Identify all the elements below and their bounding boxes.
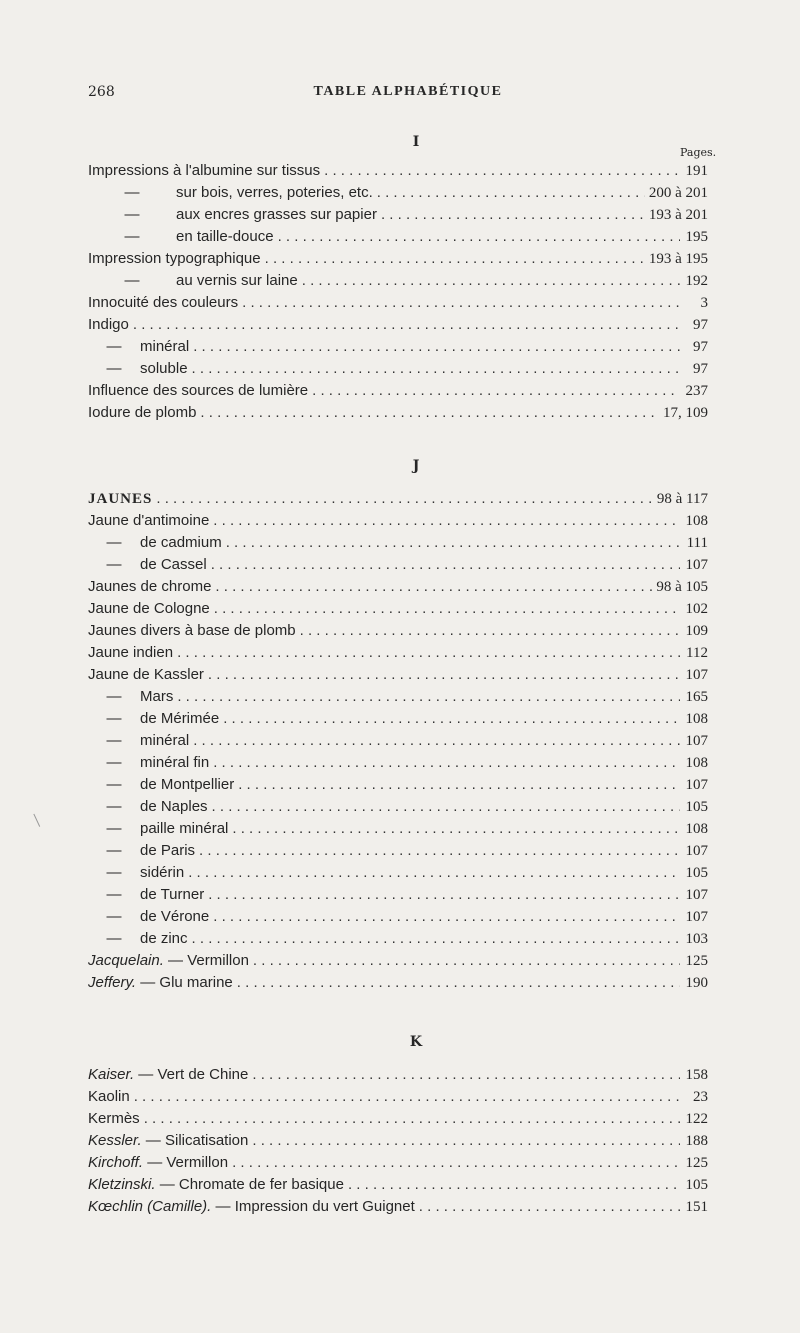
- page-reference: 111: [686, 535, 708, 551]
- index-entry: [88, 886, 708, 908]
- index-entry: [88, 578, 708, 600]
- dot-leader: [213, 908, 680, 925]
- index-entry: [88, 666, 708, 688]
- index-entry: [88, 820, 708, 842]
- dot-leader: [381, 206, 645, 223]
- entry-label: [88, 360, 188, 377]
- dot-leader: [212, 798, 680, 815]
- entry-label: [88, 512, 209, 529]
- entry-dash: —: [106, 930, 122, 947]
- index-entry: [88, 250, 708, 272]
- page-reference: 200 à 201: [648, 185, 708, 201]
- page-reference: 107: [685, 843, 708, 859]
- entry-label: [88, 382, 308, 399]
- dot-leader: [348, 1176, 680, 1193]
- entry-label: [88, 820, 228, 837]
- index-entry: [88, 732, 708, 754]
- entry-text: de zinc: [140, 930, 188, 947]
- entry-label: [88, 666, 204, 683]
- page-reference: 97: [693, 339, 708, 355]
- entry-text: Impression typographique: [88, 250, 261, 267]
- entry-dash: —: [124, 206, 140, 223]
- entry-label: [88, 1110, 140, 1127]
- entry-label: [88, 886, 204, 903]
- dot-leader: [214, 600, 680, 617]
- entry-label: [88, 864, 184, 881]
- index-entry: [88, 360, 708, 382]
- page-reference: 165: [685, 689, 708, 705]
- entry-label: [88, 1066, 248, 1083]
- page-reference: 105: [685, 865, 708, 881]
- page-reference: 98 à 117: [656, 491, 708, 507]
- entry-label: [88, 316, 129, 333]
- entry-label: [88, 294, 238, 311]
- dot-leader: [134, 1088, 680, 1105]
- entry-text: Jaune de Cologne: [88, 600, 210, 617]
- entry-label: [88, 1154, 228, 1171]
- entry-author: Kessler.: [88, 1132, 142, 1149]
- index-entry: [88, 556, 708, 578]
- dot-leader: [177, 644, 680, 661]
- entry-dash: —: [106, 732, 122, 749]
- dot-leader: [324, 162, 680, 179]
- dot-leader: [199, 842, 680, 859]
- page-reference: 108: [685, 513, 708, 529]
- pages-column-label: Pages.: [680, 146, 717, 159]
- index-entry: [88, 864, 708, 886]
- entry-dash: —: [106, 688, 122, 705]
- entry-text: Kaolin: [88, 1088, 130, 1105]
- entry-dash: —: [124, 228, 140, 245]
- index-entry: [88, 1066, 708, 1088]
- page-reference: 109: [685, 623, 708, 639]
- index-entry: [88, 644, 708, 666]
- page-reference: 108: [685, 755, 708, 771]
- entry-label: [88, 798, 208, 815]
- dot-leader: [144, 1110, 680, 1127]
- entry-dash: —: [106, 886, 122, 903]
- index-entry: [88, 776, 708, 798]
- page-header: [88, 84, 728, 104]
- entry-dash: —: [106, 798, 122, 815]
- entry-text: paille minéral: [140, 820, 229, 837]
- dot-leader: [188, 864, 680, 881]
- entry-dash: —: [106, 776, 122, 793]
- page-reference: 105: [685, 1177, 708, 1193]
- dot-leader: [302, 272, 680, 289]
- entry-label: [88, 754, 209, 771]
- entry-text: — Vert de Chine: [134, 1066, 249, 1083]
- entry-label: [88, 162, 320, 179]
- index-entry: [88, 534, 708, 556]
- dot-leader: [238, 776, 680, 793]
- dot-leader: [232, 820, 680, 837]
- entry-author: Jeffery.: [88, 974, 137, 991]
- dot-leader: [213, 754, 680, 771]
- page-reference: 102: [685, 601, 708, 617]
- entry-label: [88, 644, 173, 661]
- entry-text: de Montpellier: [140, 776, 235, 793]
- entry-text: soluble: [140, 360, 188, 377]
- entry-label: [88, 930, 188, 947]
- section-letter-j: J: [412, 458, 420, 474]
- entry-text: sidérin: [140, 864, 185, 881]
- entry-text: de Naples: [140, 798, 208, 815]
- section-letter-i: I: [412, 134, 420, 150]
- dot-leader: [419, 1198, 680, 1215]
- entry-label: [88, 1198, 415, 1215]
- index-entry: [88, 1088, 708, 1110]
- entry-author: Kirchoff.: [88, 1154, 144, 1171]
- index-entry: [88, 798, 708, 820]
- index-entry: [88, 490, 708, 512]
- dot-leader: [133, 316, 680, 333]
- entry-text: de Vérone: [140, 908, 210, 925]
- entry-text: minéral: [140, 338, 190, 355]
- index-entry: [88, 228, 708, 250]
- dot-leader: [211, 556, 680, 573]
- index-entry: [88, 206, 708, 228]
- page-reference: 107: [685, 733, 708, 749]
- entry-label: [88, 534, 222, 551]
- entry-text: de Cassel: [140, 556, 207, 573]
- entry-label: [88, 578, 211, 595]
- entry-text: Innocuité des couleurs: [88, 294, 239, 311]
- page-reference: 151: [685, 1199, 708, 1215]
- dot-leader: [223, 710, 680, 727]
- page-reference: 158: [685, 1067, 708, 1083]
- dot-leader: [252, 1066, 680, 1083]
- index-entry: [88, 930, 708, 952]
- entry-text: de Turner: [140, 886, 205, 903]
- dot-leader: [208, 666, 680, 683]
- entry-label: [88, 491, 152, 508]
- section-letter-k: K: [409, 1034, 423, 1050]
- entry-text: Iodure de plomb: [88, 404, 197, 421]
- entry-text: — Glu marine: [136, 974, 233, 991]
- dot-leader: [226, 534, 680, 551]
- entry-label: [88, 228, 274, 245]
- entry-label: [88, 272, 298, 289]
- dot-leader: [300, 622, 680, 639]
- entry-text: Indigo: [88, 316, 129, 333]
- dot-leader: [265, 250, 645, 267]
- page-reference: 103: [685, 931, 708, 947]
- page-reference: 192: [685, 273, 708, 289]
- entry-text: Jaune de Kassler: [88, 666, 204, 683]
- entry-label: [88, 688, 173, 705]
- entry-label: [88, 622, 296, 639]
- entry-text: Influence des sources de lumière: [88, 382, 309, 399]
- dot-leader: [237, 974, 680, 991]
- entry-text: Mars: [140, 688, 174, 705]
- page-number: 268: [88, 84, 115, 100]
- page-reference: 107: [685, 887, 708, 903]
- entry-label: [88, 908, 209, 925]
- entry-label: [88, 338, 189, 355]
- entry-label: [88, 974, 233, 991]
- entry-label: [88, 710, 219, 727]
- index-entry: [88, 382, 708, 404]
- index-entry: [88, 272, 708, 294]
- entry-author: Kœchlin (Camille).: [88, 1198, 212, 1215]
- page-reference: 23: [693, 1089, 708, 1105]
- page-reference: 237: [685, 383, 708, 399]
- index-entry: [88, 404, 708, 426]
- index-section-i: [88, 162, 708, 426]
- index-entry: [88, 1198, 708, 1220]
- entry-dash: —: [106, 338, 122, 355]
- entry-text: Jaune indien: [88, 644, 174, 661]
- page-reference: 112: [686, 645, 708, 661]
- dot-leader: [156, 490, 653, 507]
- entry-text: — Vermillon: [143, 1154, 229, 1171]
- index-section-k: [88, 1066, 708, 1220]
- page-reference: 3: [700, 295, 708, 311]
- page-reference: 122: [685, 1111, 708, 1127]
- index-entry: [88, 1154, 708, 1176]
- entry-label: [88, 776, 234, 793]
- page-reference: 107: [685, 557, 708, 573]
- entry-text: Kermès: [88, 1110, 140, 1127]
- page-reference: 98 à 105: [656, 579, 708, 595]
- entry-dash: —: [124, 184, 140, 201]
- page-reference: 108: [685, 821, 708, 837]
- index-entry: [88, 1176, 708, 1198]
- entry-text: — Silicatisation: [141, 1132, 249, 1149]
- dot-leader: [193, 732, 680, 749]
- entry-text: minéral fin: [140, 754, 210, 771]
- dot-leader: [232, 1154, 680, 1171]
- entry-dash: —: [106, 556, 122, 573]
- index-entry: [88, 908, 708, 930]
- dot-leader: [192, 360, 680, 377]
- page-reference: 188: [685, 1133, 708, 1149]
- entry-dash: —: [106, 534, 122, 551]
- index-entry: [88, 1110, 708, 1132]
- entry-label: [88, 1132, 248, 1149]
- index-entry: [88, 622, 708, 644]
- index-entry: [88, 974, 708, 996]
- dot-leader: [200, 404, 659, 421]
- running-title: TABLE ALPHABÉTIQUE: [313, 84, 503, 99]
- entry-label: [88, 250, 261, 267]
- dot-leader: [253, 952, 680, 969]
- entry-label: [88, 206, 377, 223]
- page-reference: 107: [685, 909, 708, 925]
- dot-leader: [242, 294, 680, 311]
- dot-leader: [192, 930, 680, 947]
- entry-label: [88, 1176, 344, 1193]
- page-reference: 193 à 201: [648, 207, 708, 223]
- index-entry: [88, 754, 708, 776]
- entry-label: [88, 556, 207, 573]
- index-entry: [88, 710, 708, 732]
- dot-leader: [252, 1132, 680, 1149]
- index-section-j: [88, 490, 708, 996]
- index-entry: [88, 512, 708, 534]
- entry-author: Kletzinski.: [88, 1176, 156, 1193]
- index-entry: [88, 1132, 708, 1154]
- entry-dash: —: [106, 360, 122, 377]
- entry-label: [88, 184, 373, 201]
- entry-dash: —: [106, 864, 122, 881]
- page-reference: 17, 109: [663, 405, 708, 421]
- dot-leader: [377, 184, 645, 201]
- dot-leader: [177, 688, 680, 705]
- entry-text: sur bois, verres, poteries, etc.: [176, 184, 373, 201]
- page-reference: 107: [685, 667, 708, 683]
- index-entry: [88, 600, 708, 622]
- entry-label: [88, 732, 189, 749]
- entry-dash: —: [106, 908, 122, 925]
- page-reference: 191: [685, 163, 708, 179]
- index-entry: [88, 688, 708, 710]
- entry-label: [88, 1088, 130, 1105]
- page-reference: 193 à 195: [648, 251, 708, 267]
- page-reference: 97: [693, 361, 708, 377]
- dot-leader: [213, 512, 680, 529]
- entry-author: Kaiser.: [88, 1066, 135, 1083]
- entry-text: de Paris: [140, 842, 196, 859]
- page-reference: 105: [685, 799, 708, 815]
- entry-text: Impressions à l'albumine sur tissus: [88, 162, 321, 179]
- index-entry: [88, 952, 708, 974]
- dot-leader: [193, 338, 680, 355]
- page-reference: 195: [685, 229, 708, 245]
- page-reference: 108: [685, 711, 708, 727]
- entry-author: Jacquelain.: [88, 952, 164, 969]
- entry-text: — Impression du vert Guignet: [211, 1198, 415, 1215]
- entry-text: de cadmium: [140, 534, 222, 551]
- index-entry: [88, 338, 708, 360]
- entry-text: Jaunes divers à base de plomb: [88, 622, 296, 639]
- entry-label: [88, 842, 195, 859]
- entry-text: — Chromate de fer basique: [155, 1176, 344, 1193]
- entry-dash: —: [124, 272, 140, 289]
- entry-text: Jaune d'antimoine: [88, 512, 210, 529]
- entry-dash: —: [106, 820, 122, 837]
- entry-label: [88, 952, 249, 969]
- page-reference: 107: [685, 777, 708, 793]
- index-entry: [88, 184, 708, 206]
- dot-leader: [278, 228, 680, 245]
- dot-leader: [312, 382, 680, 399]
- dot-leader: [208, 886, 680, 903]
- entry-text: JAUNES: [88, 491, 153, 507]
- page-reference: 125: [685, 1155, 708, 1171]
- entry-label: [88, 600, 210, 617]
- dot-leader: [215, 578, 652, 595]
- entry-text: minéral: [140, 732, 190, 749]
- entry-text: — Vermillon: [163, 952, 249, 969]
- page-reference: 125: [685, 953, 708, 969]
- entry-text: Jaunes de chrome: [88, 578, 212, 595]
- entry-dash: —: [106, 842, 122, 859]
- page-reference: 190: [685, 975, 708, 991]
- entry-text: en taille-douce: [176, 228, 274, 245]
- page-reference: 97: [693, 317, 708, 333]
- index-entry: [88, 842, 708, 864]
- entry-dash: —: [106, 754, 122, 771]
- index-entry: [88, 294, 708, 316]
- entry-text: de Mérimée: [140, 710, 220, 727]
- margin-pencil-mark: [33, 811, 45, 827]
- entry-dash: —: [106, 710, 122, 727]
- entry-text: aux encres grasses sur papier: [176, 206, 377, 223]
- index-entry: [88, 316, 708, 338]
- entry-label: [88, 404, 196, 421]
- entry-text: au vernis sur laine: [176, 272, 298, 289]
- index-entry: [88, 162, 708, 184]
